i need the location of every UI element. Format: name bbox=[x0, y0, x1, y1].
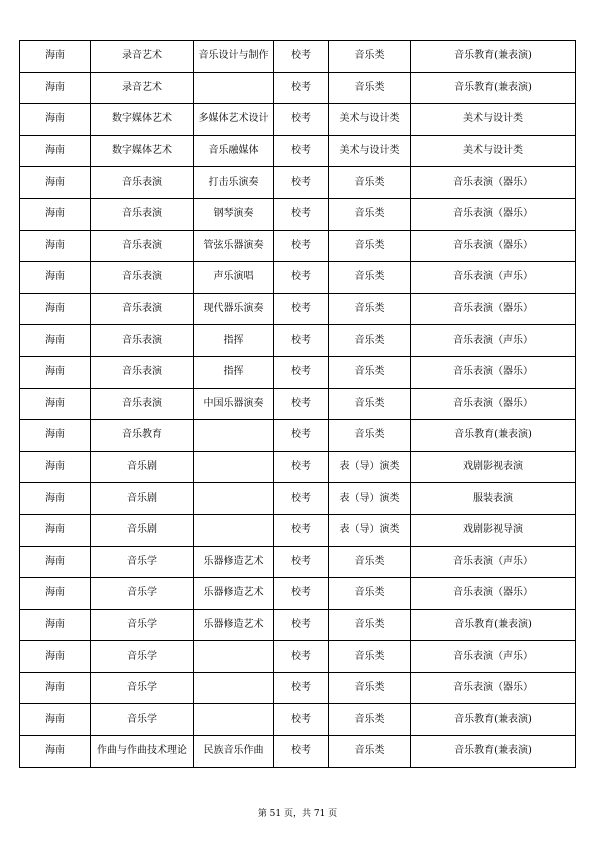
table-row bbox=[20, 451, 576, 483]
major-cell: 音乐表演 bbox=[91, 325, 194, 357]
exam-type-cell: 校考 bbox=[274, 135, 329, 167]
exam-type-cell: 校考 bbox=[274, 198, 329, 230]
subject-cell: 音乐表演（器乐） bbox=[411, 388, 576, 420]
table-row bbox=[20, 72, 576, 104]
direction-cell: 民族音乐作曲 bbox=[194, 736, 274, 768]
province-cell: 海南 bbox=[20, 230, 91, 262]
province-cell: 海南 bbox=[20, 704, 91, 736]
province-cell: 海南 bbox=[20, 483, 91, 515]
direction-cell bbox=[194, 514, 274, 546]
province-cell: 海南 bbox=[20, 262, 91, 294]
category-cell: 音乐类 bbox=[329, 546, 411, 578]
subject-cell: 音乐教育(兼表演) bbox=[411, 41, 576, 73]
exam-type-cell: 校考 bbox=[274, 388, 329, 420]
province-cell: 海南 bbox=[20, 293, 91, 325]
province-cell: 海南 bbox=[20, 736, 91, 768]
category-cell: 音乐类 bbox=[329, 704, 411, 736]
exam-type-cell: 校考 bbox=[274, 293, 329, 325]
table-row bbox=[20, 672, 576, 704]
province-cell: 海南 bbox=[20, 451, 91, 483]
major-cell: 数字媒体艺术 bbox=[91, 104, 194, 136]
exam-type-cell: 校考 bbox=[274, 356, 329, 388]
category-cell: 音乐类 bbox=[329, 72, 411, 104]
major-cell: 音乐表演 bbox=[91, 356, 194, 388]
subject-cell: 音乐表演（器乐） bbox=[411, 672, 576, 704]
major-cell: 音乐剧 bbox=[91, 483, 194, 515]
table-row bbox=[20, 641, 576, 673]
direction-cell: 音乐设计与制作 bbox=[194, 41, 274, 73]
category-cell: 美术与设计类 bbox=[329, 135, 411, 167]
table-row bbox=[20, 578, 576, 610]
direction-cell: 多媒体艺术设计 bbox=[194, 104, 274, 136]
subject-cell: 音乐表演（声乐） bbox=[411, 262, 576, 294]
exam-type-cell: 校考 bbox=[274, 325, 329, 357]
direction-cell: 声乐演唱 bbox=[194, 262, 274, 294]
major-cell: 数字媒体艺术 bbox=[91, 135, 194, 167]
admissions-table bbox=[19, 40, 576, 768]
exam-type-cell: 校考 bbox=[274, 704, 329, 736]
category-cell: 表（导）演类 bbox=[329, 514, 411, 546]
major-cell: 音乐表演 bbox=[91, 262, 194, 294]
category-cell: 音乐类 bbox=[329, 641, 411, 673]
subject-cell: 音乐教育(兼表演) bbox=[411, 420, 576, 452]
subject-cell: 戏剧影视表演 bbox=[411, 451, 576, 483]
direction-cell: 指挥 bbox=[194, 356, 274, 388]
table-row bbox=[20, 609, 576, 641]
subject-cell: 音乐表演（声乐） bbox=[411, 641, 576, 673]
table-row bbox=[20, 514, 576, 546]
direction-cell bbox=[194, 704, 274, 736]
category-cell: 音乐类 bbox=[329, 167, 411, 199]
direction-cell bbox=[194, 641, 274, 673]
exam-type-cell: 校考 bbox=[274, 736, 329, 768]
exam-type-cell: 校考 bbox=[274, 483, 329, 515]
exam-type-cell: 校考 bbox=[274, 451, 329, 483]
major-cell: 音乐剧 bbox=[91, 451, 194, 483]
table-row bbox=[20, 135, 576, 167]
major-cell: 音乐学 bbox=[91, 546, 194, 578]
province-cell: 海南 bbox=[20, 641, 91, 673]
major-cell: 音乐表演 bbox=[91, 167, 194, 199]
table-body bbox=[20, 41, 576, 768]
category-cell: 音乐类 bbox=[329, 736, 411, 768]
major-cell: 音乐表演 bbox=[91, 388, 194, 420]
exam-type-cell: 校考 bbox=[274, 230, 329, 262]
category-cell: 音乐类 bbox=[329, 198, 411, 230]
exam-type-cell: 校考 bbox=[274, 578, 329, 610]
direction-cell: 乐器修造艺术 bbox=[194, 546, 274, 578]
subject-cell: 音乐教育(兼表演) bbox=[411, 704, 576, 736]
subject-cell: 音乐表演（器乐） bbox=[411, 198, 576, 230]
major-cell: 音乐表演 bbox=[91, 198, 194, 230]
exam-type-cell: 校考 bbox=[274, 104, 329, 136]
category-cell: 表（导）演类 bbox=[329, 483, 411, 515]
province-cell: 海南 bbox=[20, 672, 91, 704]
exam-type-cell: 校考 bbox=[274, 514, 329, 546]
category-cell: 音乐类 bbox=[329, 609, 411, 641]
direction-cell: 现代器乐演奏 bbox=[194, 293, 274, 325]
exam-type-cell: 校考 bbox=[274, 41, 329, 73]
direction-cell: 乐器修造艺术 bbox=[194, 609, 274, 641]
table-row bbox=[20, 420, 576, 452]
subject-cell: 音乐表演（器乐） bbox=[411, 167, 576, 199]
table-row bbox=[20, 167, 576, 199]
category-cell: 音乐类 bbox=[329, 388, 411, 420]
province-cell: 海南 bbox=[20, 167, 91, 199]
table-row bbox=[20, 41, 576, 73]
province-cell: 海南 bbox=[20, 388, 91, 420]
province-cell: 海南 bbox=[20, 72, 91, 104]
subject-cell: 戏剧影视导演 bbox=[411, 514, 576, 546]
subject-cell: 音乐表演（器乐） bbox=[411, 230, 576, 262]
subject-cell: 音乐教育(兼表演) bbox=[411, 72, 576, 104]
province-cell: 海南 bbox=[20, 578, 91, 610]
exam-type-cell: 校考 bbox=[274, 72, 329, 104]
page-number: 第 51 页，共 71 页 bbox=[257, 809, 338, 819]
province-cell: 海南 bbox=[20, 325, 91, 357]
subject-cell: 美术与设计类 bbox=[411, 104, 576, 136]
exam-type-cell: 校考 bbox=[274, 672, 329, 704]
direction-cell bbox=[194, 483, 274, 515]
major-cell: 音乐教育 bbox=[91, 420, 194, 452]
exam-type-cell: 校考 bbox=[274, 641, 329, 673]
major-cell: 音乐学 bbox=[91, 704, 194, 736]
major-cell: 音乐剧 bbox=[91, 514, 194, 546]
exam-type-cell: 校考 bbox=[274, 167, 329, 199]
direction-cell: 钢琴演奏 bbox=[194, 198, 274, 230]
table-row bbox=[20, 356, 576, 388]
direction-cell: 打击乐演奏 bbox=[194, 167, 274, 199]
subject-cell: 服装表演 bbox=[411, 483, 576, 515]
direction-cell: 音乐融媒体 bbox=[194, 135, 274, 167]
province-cell: 海南 bbox=[20, 104, 91, 136]
category-cell: 音乐类 bbox=[329, 293, 411, 325]
category-cell: 美术与设计类 bbox=[329, 104, 411, 136]
major-cell: 音乐学 bbox=[91, 578, 194, 610]
direction-cell: 管弦乐器演奏 bbox=[194, 230, 274, 262]
table-row bbox=[20, 198, 576, 230]
major-cell: 录音艺术 bbox=[91, 41, 194, 73]
table-row bbox=[20, 104, 576, 136]
direction-cell bbox=[194, 672, 274, 704]
subject-cell: 音乐表演（器乐） bbox=[411, 293, 576, 325]
exam-type-cell: 校考 bbox=[274, 609, 329, 641]
exam-type-cell: 校考 bbox=[274, 262, 329, 294]
subject-cell: 音乐表演（器乐） bbox=[411, 578, 576, 610]
major-cell: 录音艺术 bbox=[91, 72, 194, 104]
direction-cell: 乐器修造艺术 bbox=[194, 578, 274, 610]
province-cell: 海南 bbox=[20, 546, 91, 578]
subject-cell: 音乐教育(兼表演) bbox=[411, 736, 576, 768]
direction-cell: 指挥 bbox=[194, 325, 274, 357]
table-row bbox=[20, 230, 576, 262]
province-cell: 海南 bbox=[20, 356, 91, 388]
major-cell: 音乐表演 bbox=[91, 293, 194, 325]
table-row bbox=[20, 388, 576, 420]
table-row bbox=[20, 546, 576, 578]
category-cell: 表（导）演类 bbox=[329, 451, 411, 483]
category-cell: 音乐类 bbox=[329, 420, 411, 452]
major-cell: 作曲与作曲技术理论 bbox=[91, 736, 194, 768]
major-cell: 音乐表演 bbox=[91, 230, 194, 262]
subject-cell: 美术与设计类 bbox=[411, 135, 576, 167]
category-cell: 音乐类 bbox=[329, 262, 411, 294]
subject-cell: 音乐表演（声乐） bbox=[411, 325, 576, 357]
category-cell: 音乐类 bbox=[329, 672, 411, 704]
direction-cell bbox=[194, 72, 274, 104]
major-cell: 音乐学 bbox=[91, 609, 194, 641]
table-row bbox=[20, 736, 576, 768]
province-cell: 海南 bbox=[20, 41, 91, 73]
category-cell: 音乐类 bbox=[329, 41, 411, 73]
table-row bbox=[20, 704, 576, 736]
table-row bbox=[20, 483, 576, 515]
subject-cell: 音乐表演（声乐） bbox=[411, 546, 576, 578]
province-cell: 海南 bbox=[20, 198, 91, 230]
category-cell: 音乐类 bbox=[329, 356, 411, 388]
province-cell: 海南 bbox=[20, 514, 91, 546]
table-row bbox=[20, 325, 576, 357]
direction-cell bbox=[194, 451, 274, 483]
province-cell: 海南 bbox=[20, 420, 91, 452]
exam-type-cell: 校考 bbox=[274, 420, 329, 452]
direction-cell: 中国乐器演奏 bbox=[194, 388, 274, 420]
direction-cell bbox=[194, 420, 274, 452]
province-cell: 海南 bbox=[20, 135, 91, 167]
category-cell: 音乐类 bbox=[329, 578, 411, 610]
major-cell: 音乐学 bbox=[91, 672, 194, 704]
table-row bbox=[20, 293, 576, 325]
subject-cell: 音乐表演（器乐） bbox=[411, 356, 576, 388]
category-cell: 音乐类 bbox=[329, 325, 411, 357]
subject-cell: 音乐教育(兼表演) bbox=[411, 609, 576, 641]
table-row bbox=[20, 262, 576, 294]
category-cell: 音乐类 bbox=[329, 230, 411, 262]
province-cell: 海南 bbox=[20, 609, 91, 641]
major-cell: 音乐学 bbox=[91, 641, 194, 673]
exam-type-cell: 校考 bbox=[274, 546, 329, 578]
